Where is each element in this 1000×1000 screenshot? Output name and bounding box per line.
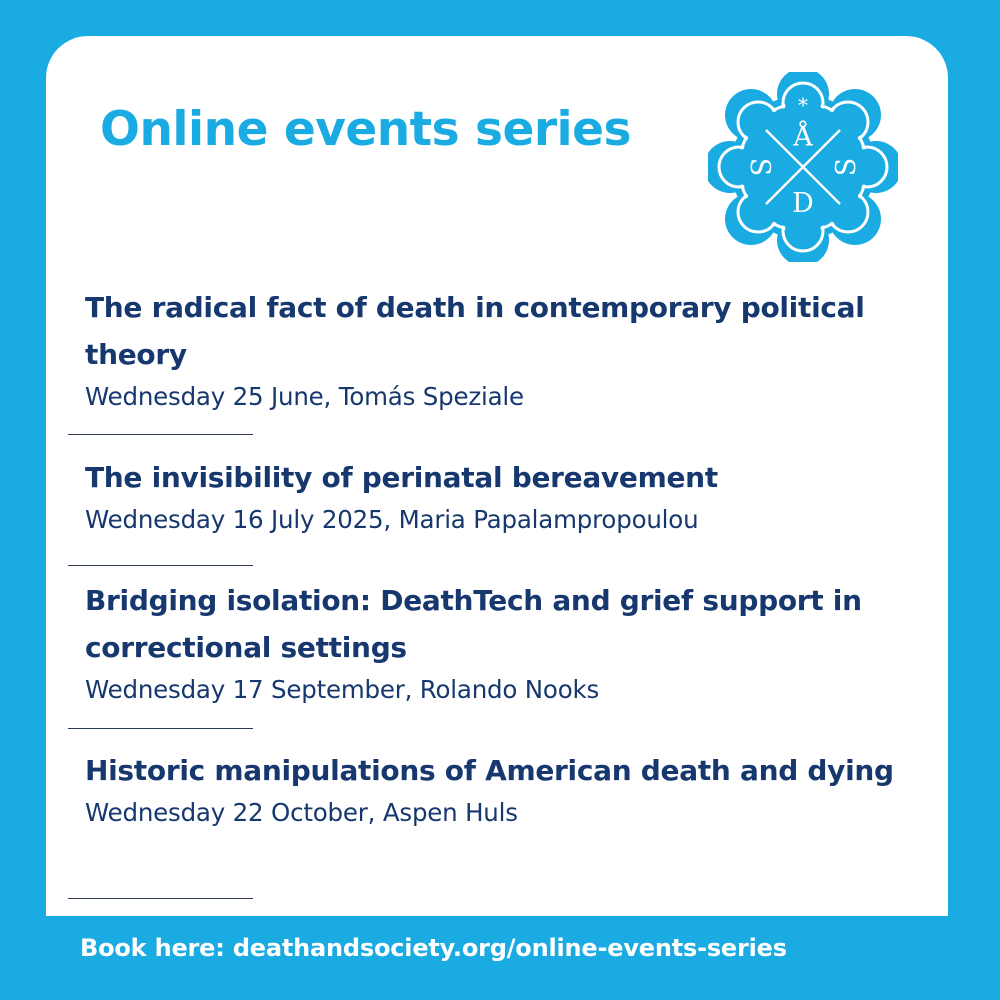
logo-star: * bbox=[798, 93, 808, 117]
society-logo bbox=[708, 72, 898, 262]
event-title: Historic manipulations of American death and dying bbox=[85, 754, 894, 787]
event-item bbox=[85, 747, 894, 831]
divider bbox=[68, 728, 253, 729]
event-title: Bridging isolation: DeathTech and grief support in correctional settings bbox=[85, 584, 862, 664]
event-item bbox=[85, 454, 718, 538]
event-meta: Wednesday 22 October, Aspen Huls bbox=[85, 798, 518, 827]
logo-letter-right: S bbox=[831, 157, 862, 177]
event-meta: Wednesday 17 September, Rolando Nooks bbox=[85, 675, 600, 704]
booking-link[interactable]: Book here: deathandsociety.org/online-events-series bbox=[80, 934, 787, 962]
logo-letter-top: Å bbox=[793, 122, 813, 153]
event-title: The radical fact of death in contemporary political theory bbox=[85, 291, 865, 371]
logo-letter-left: S bbox=[744, 157, 775, 177]
page-title: Online events series bbox=[100, 102, 631, 157]
event-item bbox=[85, 577, 915, 708]
event-meta: Wednesday 16 July 2025, Maria Papalampropoulou bbox=[85, 505, 699, 534]
logo-letter-bottom: D bbox=[792, 188, 814, 219]
event-meta: Wednesday 25 June, Tomás Speziale bbox=[85, 382, 524, 411]
event-item bbox=[85, 284, 915, 415]
event-title: The invisibility of perinatal bereavement bbox=[85, 461, 718, 494]
divider bbox=[68, 565, 253, 566]
divider bbox=[68, 434, 253, 435]
divider bbox=[68, 898, 253, 899]
